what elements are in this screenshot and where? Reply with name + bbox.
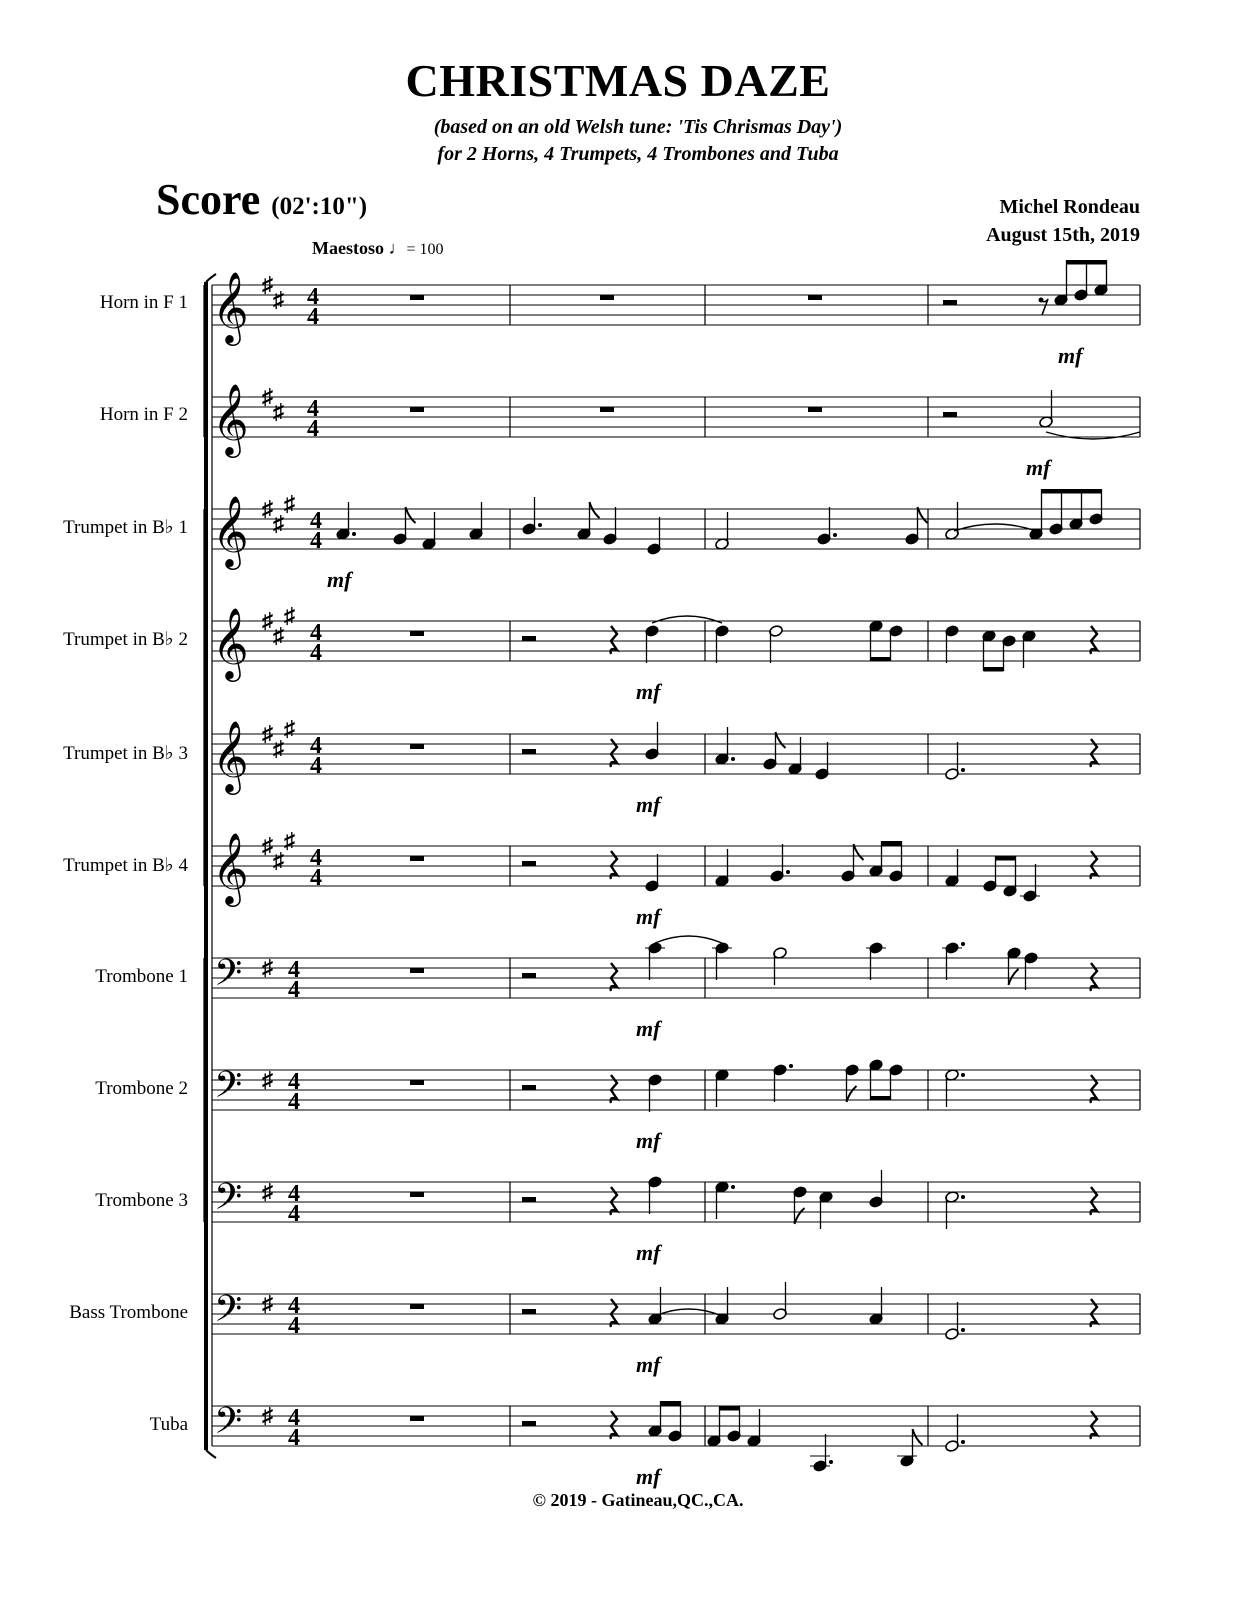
- note-beam: [996, 856, 1016, 861]
- score-duration: (02':10"): [271, 193, 368, 220]
- composition-date: August 15th, 2019: [986, 224, 1140, 246]
- quarter-note-icon: ♩: [388, 238, 407, 258]
- sharp-icon: ♯: [273, 736, 284, 761]
- tempo-value: = 100: [406, 241, 444, 258]
- whole-rest: [410, 968, 424, 973]
- half-rest: [522, 636, 536, 641]
- eighth-rest: [1041, 299, 1048, 315]
- instrument-label: Tuba: [149, 1414, 188, 1435]
- treble-clef-icon: 𝄞: [212, 723, 249, 791]
- time-signature-top: 4: [310, 845, 322, 871]
- treble-clef-icon: 𝄞: [212, 835, 249, 903]
- tie: [655, 936, 722, 943]
- dot: [961, 1195, 965, 1199]
- quarter-rest: [1091, 1411, 1097, 1439]
- note-flag: [913, 1429, 923, 1445]
- whole-rest: [410, 631, 424, 636]
- time-signature-bottom: 4: [307, 416, 319, 442]
- treble-clef-icon: 𝄞: [212, 498, 249, 566]
- subtitle-source: (based on an old Welsh tune: 'Tis Chrismas Day'): [433, 116, 843, 138]
- whole-rest: [808, 407, 822, 412]
- sharp-icon: ♯: [273, 287, 284, 312]
- note-beam: [1042, 489, 1102, 494]
- sharp-icon: ♯: [262, 496, 273, 521]
- tie: [655, 1309, 722, 1316]
- bass-clef-icon: 𝄢: [214, 953, 243, 1002]
- time-signature-top: 4: [310, 620, 322, 646]
- whole-rest: [410, 856, 424, 861]
- dynamic-mf: mf: [327, 567, 352, 592]
- score-title: CHRISTMAS DAZE: [405, 55, 831, 106]
- time-signature-bottom: 4: [310, 865, 322, 891]
- dot: [538, 523, 542, 527]
- sharp-icon: ♯: [273, 848, 284, 873]
- instrument-label: Trombone 2: [95, 1078, 188, 1099]
- dot: [961, 1073, 965, 1077]
- dynamic-mf: mf: [1026, 455, 1051, 480]
- sharp-icon: ♯: [262, 1291, 273, 1316]
- time-signature-top: 4: [310, 508, 322, 534]
- dot: [789, 1064, 793, 1068]
- quarter-rest: [611, 1075, 617, 1103]
- quarter-rest: [611, 1299, 617, 1327]
- bass-clef-icon: 𝄢: [214, 1289, 243, 1338]
- quarter-rest: [611, 963, 617, 991]
- quarter-rest: [1091, 963, 1097, 991]
- time-signature-bottom: 4: [288, 1201, 300, 1227]
- note-beam: [1067, 260, 1107, 265]
- dot: [829, 1460, 833, 1464]
- note-beam: [661, 1401, 681, 1406]
- time-signature-top: 4: [288, 1181, 300, 1207]
- sharp-icon: ♯: [262, 955, 273, 980]
- sharp-icon: ♯: [262, 608, 273, 633]
- quarter-rest: [611, 851, 617, 879]
- sharp-icon: ♯: [284, 491, 295, 516]
- score-word: Score: [156, 175, 261, 224]
- quarter-rest: [1091, 1299, 1097, 1327]
- quarter-rest: [611, 1411, 617, 1439]
- time-signature-top: 4: [288, 1293, 300, 1319]
- time-signature-bottom: 4: [288, 1089, 300, 1115]
- whole-rest: [410, 1080, 424, 1085]
- quarter-rest: [1091, 851, 1097, 879]
- dot: [961, 942, 965, 946]
- whole-rest: [410, 295, 424, 300]
- dynamic-mf: mf: [636, 679, 661, 704]
- time-signature-bottom: 4: [288, 1313, 300, 1339]
- time-signature-bottom: 4: [288, 977, 300, 1003]
- time-signature-top: 4: [288, 1069, 300, 1095]
- half-rest: [522, 1309, 536, 1314]
- note-flag: [590, 502, 600, 518]
- quarter-rest: [611, 739, 617, 767]
- tempo-text: Maestoso: [312, 238, 384, 258]
- copyright-notice: © 2019 - Gatineau,QC.,CA.: [532, 1490, 744, 1510]
- system-bracket-bottom: [206, 1450, 216, 1458]
- whole-rest: [410, 1304, 424, 1309]
- whole-rest: [410, 407, 424, 412]
- whole-rest: [600, 295, 614, 300]
- instrument-label: Horn in F 1: [99, 292, 188, 313]
- time-signature-bottom: 4: [288, 1425, 300, 1451]
- dot: [731, 1185, 735, 1189]
- note-beam: [984, 667, 1004, 672]
- dynamic-mf: mf: [636, 1016, 661, 1041]
- bass-clef-icon: 𝄢: [214, 1177, 243, 1226]
- quarter-rest: [611, 1187, 617, 1215]
- instrument-label: Trombone 3: [95, 1190, 188, 1211]
- half-rest: [943, 412, 957, 417]
- time-signature-bottom: 4: [307, 304, 319, 330]
- half-rest: [522, 973, 536, 978]
- sharp-icon: ♯: [273, 399, 284, 424]
- treble-clef-icon: 𝄞: [212, 386, 249, 454]
- time-signature-bottom: 4: [310, 640, 322, 666]
- time-signature-bottom: 4: [310, 753, 322, 779]
- time-signature-top: 4: [310, 733, 322, 759]
- whole-rest: [410, 1192, 424, 1197]
- dot: [352, 532, 356, 536]
- time-signature-bottom: 4: [310, 528, 322, 554]
- tie: [954, 524, 1036, 531]
- dynamic-mf: mf: [636, 1128, 661, 1153]
- dot: [961, 1440, 965, 1444]
- subtitle-instrumentation: for 2 Horns, 4 Trumpets, 4 Trombones and Tuba: [437, 143, 839, 165]
- instrument-label: Trumpet in B♭ 4: [63, 855, 188, 876]
- sharp-icon: ♯: [284, 828, 295, 853]
- note-beam: [720, 1406, 740, 1411]
- sharp-icon: ♯: [262, 1067, 273, 1092]
- instrument-label: Trumpet in B♭ 2: [63, 629, 188, 650]
- note-beam: [871, 1096, 891, 1101]
- dynamic-mf: mf: [636, 1352, 661, 1377]
- sharp-icon: ♯: [262, 272, 273, 297]
- dynamic-mf: mf: [636, 904, 661, 929]
- quarter-rest: [1091, 739, 1097, 767]
- instrument-label: Bass Trombone: [69, 1302, 188, 1323]
- tie: [652, 616, 722, 623]
- whole-rest: [600, 407, 614, 412]
- quarter-rest: [1091, 1075, 1097, 1103]
- time-signature-top: 4: [307, 284, 319, 310]
- sharp-icon: ♯: [273, 511, 284, 536]
- half-rest: [522, 1085, 536, 1090]
- sharp-icon: ♯: [262, 1179, 273, 1204]
- bass-clef-icon: 𝄢: [214, 1065, 243, 1114]
- dynamic-mf: mf: [636, 1240, 661, 1265]
- dot: [786, 870, 790, 874]
- half-rest: [943, 300, 957, 305]
- quarter-rest: [1091, 1187, 1097, 1215]
- sharp-icon: ♯: [262, 833, 273, 858]
- quarter-rest: [1091, 626, 1097, 654]
- time-signature-top: 4: [288, 957, 300, 983]
- note-beam: [882, 841, 902, 846]
- quarter-rest: [611, 626, 617, 654]
- whole-rest: [410, 1416, 424, 1421]
- instrument-label: Trumpet in B♭ 1: [63, 517, 188, 538]
- treble-clef-icon: 𝄞: [212, 610, 249, 678]
- sharp-icon: ♯: [262, 384, 273, 409]
- dot: [961, 768, 965, 772]
- instrument-label: Horn in F 2: [99, 404, 188, 425]
- sharp-icon: ♯: [262, 1403, 273, 1428]
- time-signature-top: 4: [307, 396, 319, 422]
- sharp-icon: ♯: [284, 716, 295, 741]
- instrument-label: Trombone 1: [95, 966, 188, 987]
- dynamic-mf: mf: [636, 1464, 661, 1489]
- whole-rest: [808, 295, 822, 300]
- half-rest: [522, 861, 536, 866]
- dot: [961, 1328, 965, 1332]
- half-rest: [522, 1421, 536, 1426]
- dot: [731, 757, 735, 761]
- dynamic-mf: mf: [636, 792, 661, 817]
- note-beam: [871, 657, 891, 662]
- sharp-icon: ♯: [284, 603, 295, 628]
- half-rest: [522, 1197, 536, 1202]
- treble-clef-icon: 𝄞: [212, 274, 249, 342]
- dynamic-mf: mf: [1058, 343, 1083, 368]
- half-rest: [522, 749, 536, 754]
- sharp-icon: ♯: [262, 721, 273, 746]
- bass-clef-icon: 𝄢: [214, 1401, 243, 1450]
- dot: [833, 533, 837, 537]
- note-flag: [1009, 969, 1019, 985]
- instrument-label: Trumpet in B♭ 3: [63, 743, 188, 764]
- sharp-icon: ♯: [273, 623, 284, 648]
- composer: Michel Rondeau: [999, 196, 1140, 218]
- whole-rest: [410, 744, 424, 749]
- tie: [1046, 432, 1140, 439]
- time-signature-top: 4: [288, 1405, 300, 1431]
